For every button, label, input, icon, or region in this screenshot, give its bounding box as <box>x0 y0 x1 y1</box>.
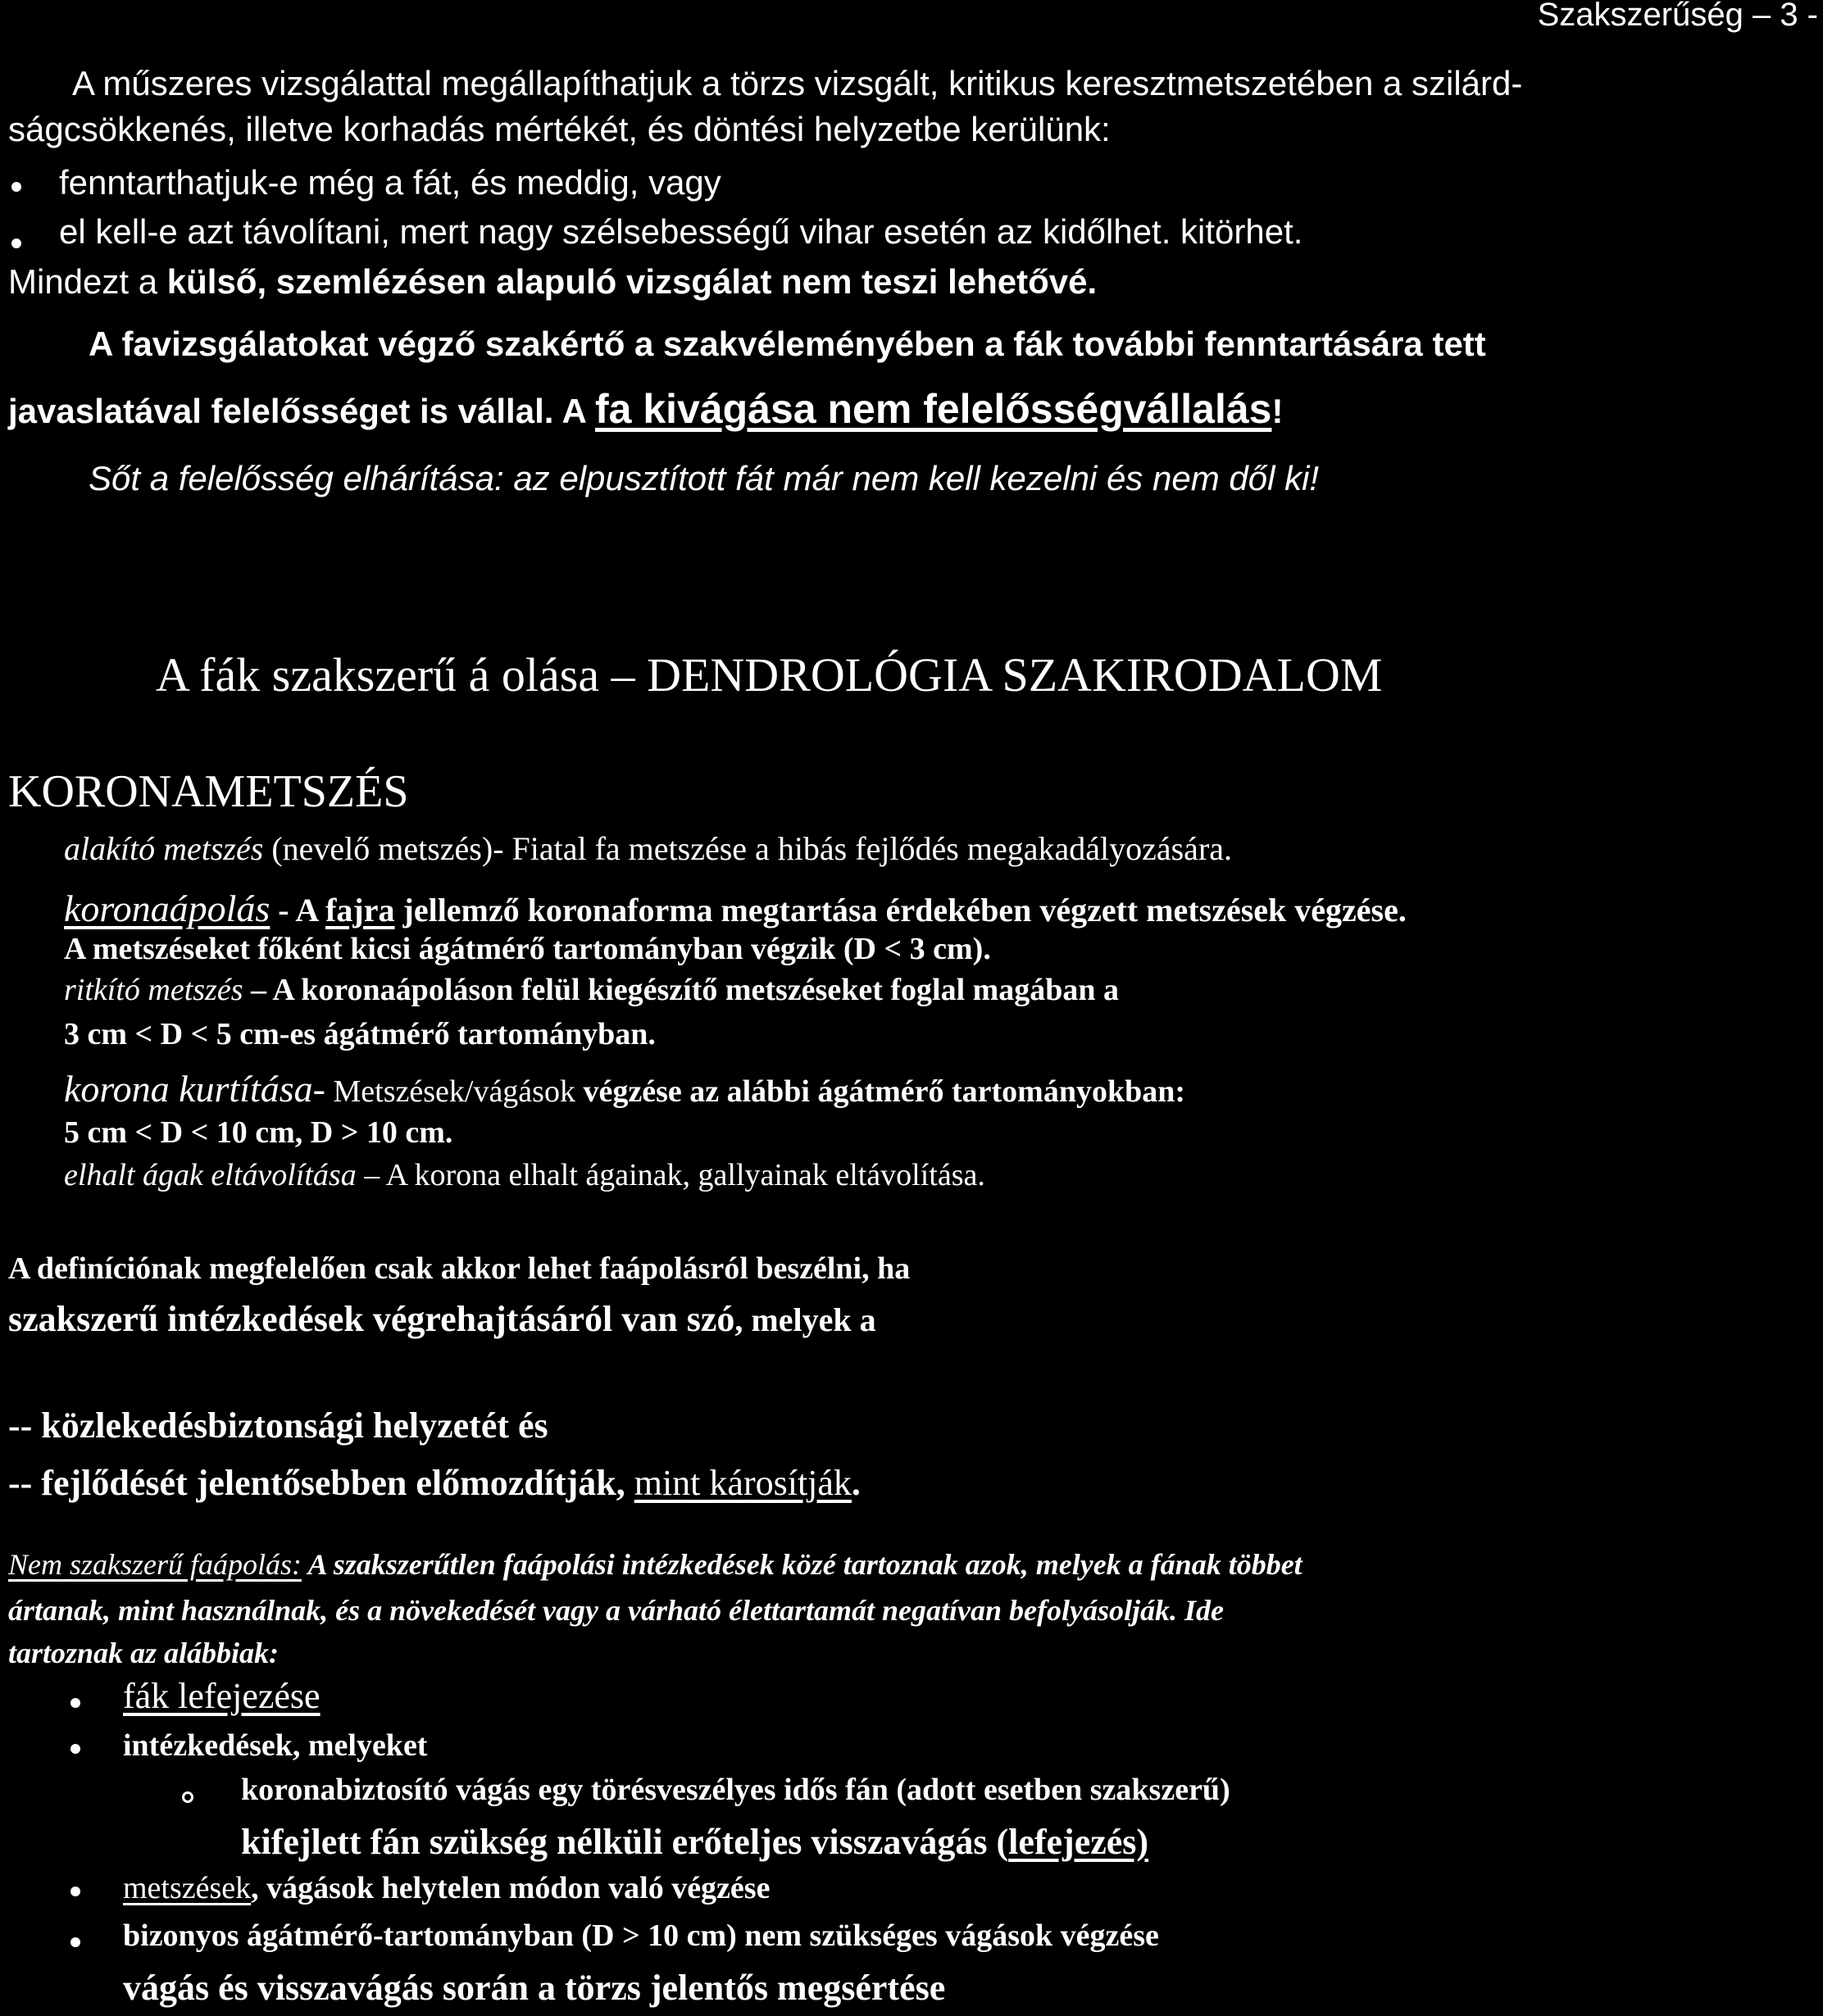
page-number-label: Szakszerűség – 3 - <box>1537 0 1818 33</box>
nem-szakszeru-line-1-rest: A szakszerűtlen faápolási intézkedések közé tartoznak azok, melyek a fának többet <box>302 1548 1302 1581</box>
mindezt-prefix: Mindezt a <box>8 262 167 301</box>
definition-dash-2-b: mint károsítják <box>634 1463 852 1503</box>
nem-szakszeru-label: Nem szakszerű faápolás: <box>8 1548 302 1581</box>
nem-szakszeru-item-4: bizonyos ágátmérő-tartományban (D > 10 cm) nem szükséges vágások végzése <box>123 1918 1159 1953</box>
elhalt-line <box>64 1157 985 1193</box>
alakito-text: (nevelő metszés)- Fiatal fa metszése a hibás fejlődés megakadályozására. <box>263 830 1233 867</box>
bullet-icon <box>70 1937 80 1947</box>
nem-szakszeru-sub-2-a: kifejlett fán szükség nélküli erőteljes visszavágás ( <box>241 1822 1009 1862</box>
nem-szakszeru-item-2: intézkedések, melyeket <box>123 1728 428 1763</box>
koronaapolas-fajra: fajra <box>325 892 395 929</box>
nem-szakszeru-item-3-a: metszések <box>123 1871 252 1905</box>
mindezt-line <box>8 262 1097 302</box>
definition-dash-2-c: . <box>851 1463 861 1503</box>
intro-line-2: ságcsökkenés, illetve korhadás mértékét, és döntési helyzetbe kerülünk: <box>8 110 1111 148</box>
ritkito-text: – A koronaápoláson felül kiegészítő metszéseket foglal magában a <box>243 973 1120 1007</box>
responsibility-italic: Sőt a felelősség elhárítása: az elpusztított fát már nem kell kezelni és nem dől ki! <box>89 459 1320 497</box>
definition-line-2-b: , melyek a <box>734 1301 876 1338</box>
definition-dash-2-a: -- fejlődését jelentősebben előmozdítják, <box>8 1463 634 1503</box>
ritkito-line <box>64 972 1119 1008</box>
bullet-icon <box>11 182 21 192</box>
nem-szakszeru-line-3: tartoznak az alábbiak: <box>8 1637 280 1669</box>
kurtitas-term: korona kurtítása- <box>64 1068 325 1110</box>
koronaapolas-text-a: - A <box>270 892 326 929</box>
sub-bullet-circle-icon <box>182 1791 193 1803</box>
bullet-icon <box>70 1744 80 1754</box>
definition-dash-1: -- közlekedésbiztonsági helyzetét és <box>8 1405 548 1446</box>
responsibility-line-1: A favizsgálatokat végző szakértő a szakvéleményében a fák további fenntartására tett <box>89 325 1486 363</box>
mindezt-bold: külső, szemlézésen alapuló vizsgálat nem teszi lehetővé. <box>166 262 1098 301</box>
nem-szakszeru-sub-1: koronabiztosító vágás egy törésveszélyes idős fán (adott esetben szakszerű) <box>241 1773 1230 1807</box>
kurtitas-text-b: végzése az alábbi ágátmérő tartományokban: <box>575 1074 1186 1109</box>
ritkito-line-2: 3 cm < D < 5 cm-es ágátmérő tartományban. <box>64 1017 656 1051</box>
nem-szakszeru-line-2: ártanak, mint használnak, és a növekedését vagy a várható élettartamát negatívan befolyásolják. Ide <box>8 1594 1224 1627</box>
koronaapolas-text-b: jellemző koronaforma megtartása érdekében végzett metszések végzése. <box>394 892 1407 929</box>
definition-line-1: A definíciónak megfelelően csak akkor lehet faápolásról beszélni, ha <box>8 1251 911 1286</box>
responsibility-prefix: javaslatával felelősséget is vállal. A <box>8 392 595 430</box>
nem-szakszeru-item-3 <box>123 1870 770 1906</box>
ritkito-term: ritkító metszés <box>64 973 243 1007</box>
bullet-icon <box>70 1887 80 1896</box>
bullet-icon <box>11 238 21 248</box>
kurtitas-line-2: 5 cm < D < 10 cm, D > 10 cm. <box>64 1115 453 1150</box>
definition-line-2 <box>8 1298 876 1340</box>
koronaapolas-line <box>64 887 1407 930</box>
nem-szakszeru-item-3-b: , vágások helytelen módon való végzése <box>251 1871 771 1905</box>
nem-szakszeru-sub-2-b: lefejezés) <box>1008 1822 1149 1862</box>
nem-szakszeru-item-5: vágás és visszavágás során a törzs jelentős megsértése <box>123 1968 946 2008</box>
definition-line-2-a: szakszerű intézkedések végrehajtásáról van szó <box>8 1299 735 1339</box>
section-title: A fák szakszerű á olása – DENDROLÓGIA SZAKIRODALOM <box>156 648 1383 702</box>
intro-line-1: A műszeres vizsgálattal megállapíthatjuk a törzs vizsgált, kritikus keresztmetszetében a szilárd- <box>72 64 1523 102</box>
nem-szakszeru-item-1: fák lefejezése <box>123 1676 321 1716</box>
kurtitas-line <box>64 1067 1185 1110</box>
bullet-icon <box>70 1698 80 1708</box>
responsibility-line-2 <box>8 385 1283 433</box>
elhalt-term: elhalt ágak eltávolítása <box>64 1158 357 1192</box>
nem-szakszeru-line-1 <box>8 1547 1302 1582</box>
alakito-term: alakító metszés <box>64 830 264 867</box>
koronaapolas-line-2: A metszéseket főként kicsi ágátmérő tartományban végzik (D < 3 cm). <box>64 932 991 966</box>
responsibility-emphasis: fa kivágása nem felelősségvállalás <box>594 386 1272 432</box>
nem-szakszeru-sub-2 <box>241 1821 1148 1863</box>
intro-bullet-1: fenntarthatjuk-e még a fát, és meddig, vagy <box>59 163 721 202</box>
intro-bullet-2: el kell-e azt távolítani, mert nagy szélsebességű vihar esetén az kidőlhet. kitörhet. <box>59 212 1303 251</box>
definition-dash-2 <box>8 1462 861 1504</box>
kurtitas-text-a: Metszések/vágások <box>325 1074 575 1109</box>
responsibility-suffix: ! <box>1271 392 1284 430</box>
elhalt-text: – A korona elhalt ágainak, gallyainak eltávolítása. <box>356 1158 985 1192</box>
alakito-line <box>64 829 1232 868</box>
koronametszes-heading: KORONAMETSZÉS <box>8 766 409 817</box>
koronaapolas-term: koronaápolás <box>64 888 270 929</box>
